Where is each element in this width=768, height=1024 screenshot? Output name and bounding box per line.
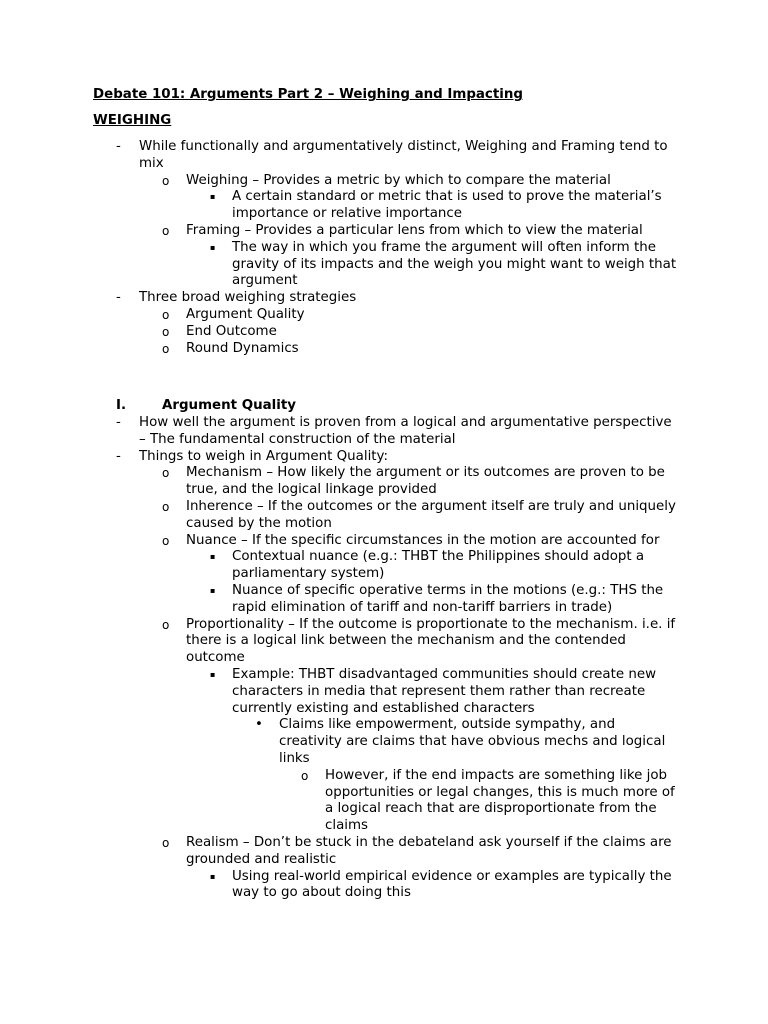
dash-bullet-icon: -: [116, 290, 121, 306]
argument-quality-list: [0, 415, 768, 902]
square-bullet-icon: ▪: [210, 871, 216, 881]
circle-bullet-icon: o: [162, 499, 170, 514]
list-item: ▪ Using real-world empirical evidence or examples are typically the way to go about doing this: [210, 868, 672, 901]
document-title: Debate 101: Arguments Part 2 – Weighing and Impacting: [93, 87, 523, 102]
circle-bullet-icon: o: [162, 466, 170, 481]
list-item: ▪ Example: THBT disadvantaged communities should create new characters in media that represent them rather than recreate currently existing and established characters: [210, 666, 657, 716]
list-item: o Realism – Don’t be stuck in the debateland ask yourself if the claims are grounded and realistic: [162, 834, 672, 867]
dash-bullet-icon: -: [116, 415, 121, 430]
list-item: • Claims like empowerment, outside sympathy, and creativity are claims that have obvious mechs and logical links: [255, 717, 666, 766]
section-title: Argument Quality: [162, 398, 296, 413]
list-item: o Argument Quality: [162, 306, 305, 322]
weighing-list: [0, 139, 768, 357]
list-item: - While functionally and argumentatively distinct, Weighing and Framing tend to mix: [116, 139, 668, 171]
weighing-heading: WEIGHING: [93, 113, 172, 128]
list-item: o Weighing – Provides a metric by which to compare the material: [162, 172, 611, 188]
list-item: o Mechanism – How likely the argument or its outcomes are proven to be true, and the logical linkage provided: [162, 465, 665, 498]
square-bullet-icon: ▪: [210, 242, 216, 252]
list-item: o Framing – Provides a particular lens from which to view the material: [162, 222, 643, 238]
list-item: o Nuance – If the specific circumstances in the motion are accounted for: [162, 532, 660, 548]
circle-bullet-icon: o: [162, 835, 170, 850]
dot-bullet-icon: •: [255, 717, 263, 733]
square-bullet-icon: ▪: [210, 585, 216, 595]
circle-bullet-icon: o: [162, 533, 170, 548]
circle-bullet-icon: o: [162, 307, 170, 322]
circle-bullet-icon: o: [162, 617, 170, 632]
dash-bullet-icon: -: [116, 139, 121, 154]
section-heading-argument-quality: [116, 398, 296, 415]
list-item: o Inherence – If the outcomes or the argument itself are truly and uniquely caused by the motion: [162, 498, 676, 531]
square-bullet-icon: ▪: [210, 552, 216, 562]
list-item: ▪ The way in which you frame the argument will often inform the gravity of its impacts and the weigh you might want to weigh that argument: [210, 239, 677, 289]
list-item: ▪ A certain standard or metric that is used to prove the material’s importance or relative importance: [210, 189, 662, 222]
list-item: ▪ Contextual nuance (e.g.: THBT the Philippines should adopt a parliamentary system): [210, 549, 645, 582]
square-bullet-icon: ▪: [210, 669, 216, 679]
square-bullet-icon: ▪: [210, 192, 216, 202]
list-item: o Proportionality – If the outcome is proportionate to the mechanism. i.e. if there is a logical link between the mechanism and the contended outcome: [162, 616, 676, 666]
list-item: o Round Dynamics: [162, 340, 299, 356]
list-item: - Three broad weighing strategies: [116, 290, 357, 306]
list-item: o However, if the end impacts are something like job opportunities or legal changes, this is much more of a logical reach that are disproportionate from the claims: [301, 767, 675, 834]
list-item: - Things to weigh in Argument Quality:: [116, 448, 389, 464]
circle-bullet-icon: o: [162, 341, 170, 356]
list-item: o End Outcome: [162, 323, 277, 339]
circle-bullet-icon: o: [162, 324, 170, 339]
circle-bullet-icon: o: [162, 223, 170, 238]
circle-bullet-icon: o: [301, 768, 309, 783]
circle-bullet-icon: o: [162, 173, 170, 188]
list-item: - How well the argument is proven from a logical and argumentative perspective – The fundamental construction of the material: [116, 415, 672, 447]
list-item: ▪ Nuance of specific operative terms in the motions (e.g.: THS the rapid elimination of tariff and non-tariff barriers in trade): [210, 582, 664, 615]
section-number: I.: [116, 398, 127, 413]
dash-bullet-icon: -: [116, 448, 121, 464]
